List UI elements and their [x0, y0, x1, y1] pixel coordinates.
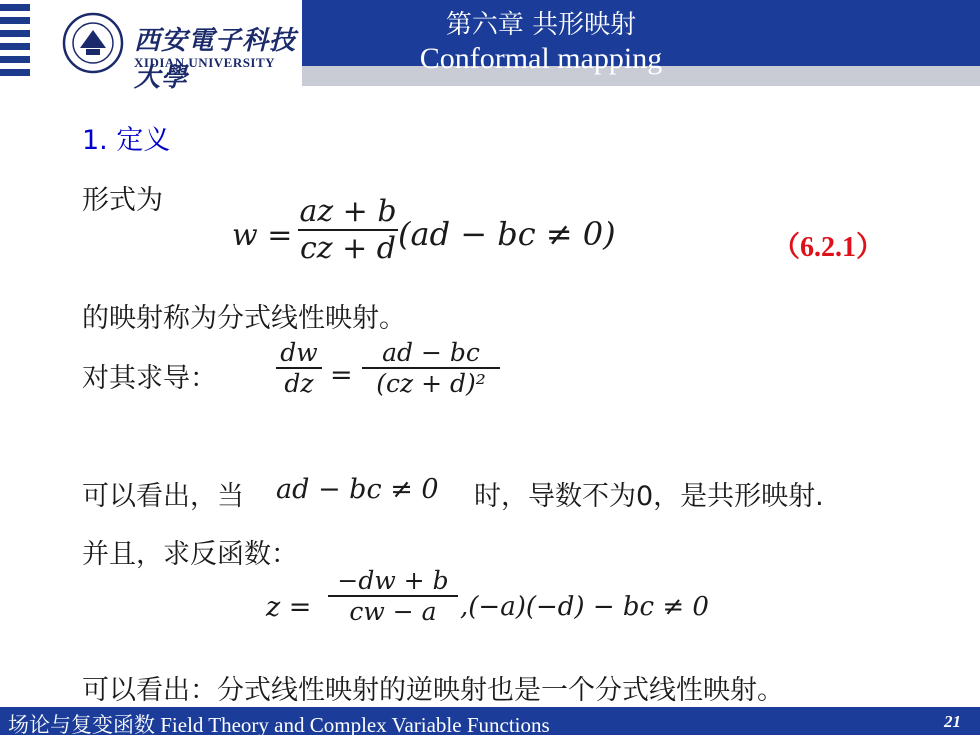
chapter-title-en: Conformal mapping	[419, 42, 663, 75]
eq2-rhs-numerator: ad − bc	[382, 338, 480, 367]
eq1-number: （6.2.1）	[772, 232, 885, 263]
derivative-label: 对其求导：	[82, 363, 217, 394]
decorative-stripes	[0, 0, 30, 86]
university-logo	[34, 0, 302, 93]
eq2-rhs-denominator: (cz + d)²	[376, 369, 486, 398]
eq1-condition: (ad − bc ≠ 0)	[398, 215, 616, 253]
eq3-fraction	[328, 566, 458, 626]
eq1-denominator: cz + d	[299, 231, 397, 266]
section-title: 1. 定义	[82, 125, 171, 156]
eq2-equals: =	[330, 360, 353, 391]
eq2-rhs-fraction	[362, 338, 500, 398]
chapter-title-cn: 第六章 共形映射	[445, 10, 637, 40]
university-name-en: XIDIAN UNIVERSITY	[134, 55, 276, 70]
eq3-denominator: cw − a	[349, 597, 437, 626]
eq3-lhs: z =	[266, 592, 312, 623]
inverse-line: 并且，求反函数：	[82, 539, 298, 570]
eq2-lhs-denominator: dz	[284, 369, 314, 398]
slide-header	[0, 0, 980, 93]
eq1-lhs: w =	[232, 218, 293, 253]
course-name: 场论与复变函数 Field Theory and Complex Variable Functions	[8, 713, 550, 737]
eq2-lhs-numerator: dw	[280, 338, 318, 367]
form-label: 形式为	[82, 185, 163, 216]
definition-line: 的映射称为分式线性映射。	[82, 303, 406, 334]
conformal-line-start: 可以看出，当	[82, 481, 244, 512]
eq3-condition: ,(−a)(−d) − bc ≠ 0	[460, 592, 709, 622]
eq3-numerator: −dw + b	[337, 566, 449, 595]
eq1-fraction	[298, 194, 398, 266]
conformal-line-math: ad − bc ≠ 0	[276, 474, 439, 505]
university-seal-icon	[62, 12, 124, 74]
conformal-line-end: 时，导数不为0，是共形映射.	[474, 481, 824, 512]
university-name-cn: 西安電子科技大學	[134, 26, 297, 93]
eq1-numerator: az + b	[299, 194, 397, 229]
conclusion-line: 可以看出：分式线性映射的逆映射也是一个分式线性映射。	[82, 675, 784, 706]
page-number: 21	[944, 712, 961, 731]
eq2-lhs-fraction	[276, 338, 322, 398]
